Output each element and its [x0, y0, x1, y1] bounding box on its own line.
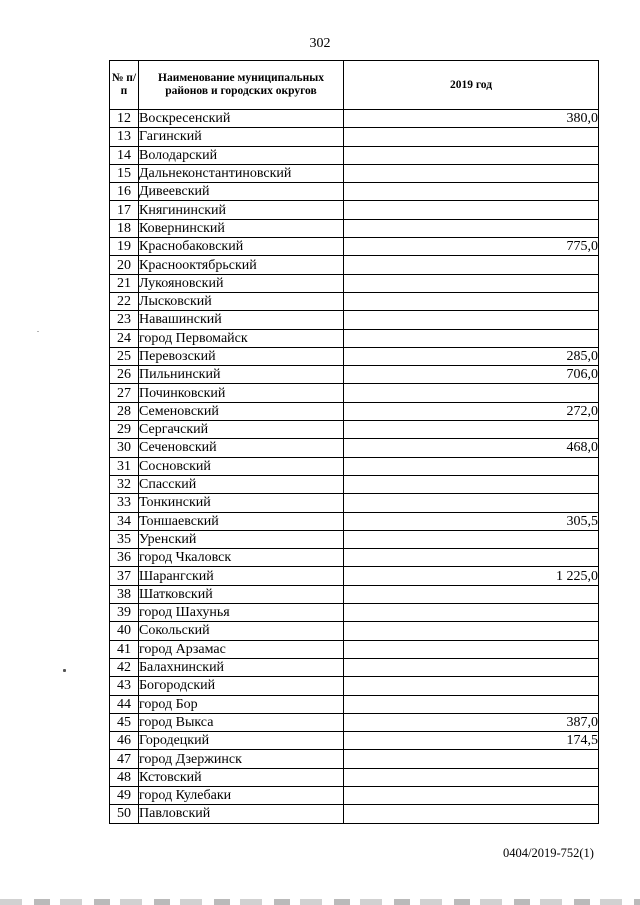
table-row: [110, 604, 599, 622]
row-value: 174,5: [344, 732, 599, 750]
row-name: Уренский: [139, 530, 344, 548]
row-value: [344, 421, 599, 439]
row-value: [344, 805, 599, 823]
row-value: [344, 622, 599, 640]
row-name: Кстовский: [139, 768, 344, 786]
row-number: 39: [110, 604, 139, 622]
row-value: [344, 384, 599, 402]
table-body: [110, 110, 599, 824]
row-number: 36: [110, 549, 139, 567]
row-value: [344, 786, 599, 804]
row-name: Воскресенский: [139, 110, 344, 128]
row-name: Балахнинский: [139, 658, 344, 676]
row-number: 23: [110, 311, 139, 329]
row-value: [344, 677, 599, 695]
row-value: [344, 256, 599, 274]
table-row: [110, 512, 599, 530]
row-number: 42: [110, 658, 139, 676]
table-row: [110, 713, 599, 731]
row-name: Семеновский: [139, 402, 344, 420]
row-name: город Арзамас: [139, 640, 344, 658]
row-number: 22: [110, 292, 139, 310]
row-number: 49: [110, 786, 139, 804]
row-number: 28: [110, 402, 139, 420]
row-number: 12: [110, 110, 139, 128]
row-value: [344, 128, 599, 146]
row-number: 25: [110, 347, 139, 365]
row-number: 26: [110, 366, 139, 384]
row-number: 24: [110, 329, 139, 347]
row-name: Тонкинский: [139, 494, 344, 512]
row-number: 31: [110, 457, 139, 475]
row-value: [344, 311, 599, 329]
row-number: 15: [110, 164, 139, 182]
row-value: [344, 640, 599, 658]
row-number: 16: [110, 183, 139, 201]
row-name: Лысковский: [139, 292, 344, 310]
row-value: 380,0: [344, 110, 599, 128]
row-value: [344, 549, 599, 567]
row-number: 14: [110, 146, 139, 164]
row-name: Павловский: [139, 805, 344, 823]
row-value: 305,5: [344, 512, 599, 530]
table-row: [110, 384, 599, 402]
row-value: [344, 768, 599, 786]
row-value: [344, 530, 599, 548]
row-name: Починковский: [139, 384, 344, 402]
row-name: Краснобаковский: [139, 238, 344, 256]
row-name: город Первомайск: [139, 329, 344, 347]
table-row: [110, 292, 599, 310]
row-value: [344, 219, 599, 237]
header-num: № п/п: [110, 61, 139, 110]
table-row: [110, 366, 599, 384]
row-name: Тоншаевский: [139, 512, 344, 530]
row-value: [344, 695, 599, 713]
row-name: Краснооктябрьский: [139, 256, 344, 274]
row-value: [344, 457, 599, 475]
row-number: 27: [110, 384, 139, 402]
table-row: [110, 402, 599, 420]
row-name: Шатковский: [139, 585, 344, 603]
row-number: 20: [110, 256, 139, 274]
row-value: [344, 201, 599, 219]
scan-speck: [63, 669, 66, 672]
row-value: 468,0: [344, 439, 599, 457]
row-value: [344, 274, 599, 292]
row-number: 44: [110, 695, 139, 713]
row-name: Володарский: [139, 146, 344, 164]
table-row: [110, 658, 599, 676]
row-value: 272,0: [344, 402, 599, 420]
row-value: 387,0: [344, 713, 599, 731]
row-value: 706,0: [344, 366, 599, 384]
row-number: 38: [110, 585, 139, 603]
table-row: [110, 530, 599, 548]
table-row: [110, 494, 599, 512]
row-name: Спасский: [139, 475, 344, 493]
row-name: Ковернинский: [139, 219, 344, 237]
row-name: Сокольский: [139, 622, 344, 640]
row-value: [344, 292, 599, 310]
row-value: [344, 164, 599, 182]
scan-edge-artifact: [0, 899, 640, 905]
row-number: 46: [110, 732, 139, 750]
table-row: [110, 567, 599, 585]
row-number: 29: [110, 421, 139, 439]
row-name: Пильнинский: [139, 366, 344, 384]
table-row: [110, 219, 599, 237]
header-name: Наименование муниципальных районов и городских округов: [139, 61, 344, 110]
row-number: 17: [110, 201, 139, 219]
row-number: 13: [110, 128, 139, 146]
table-row: [110, 805, 599, 823]
table-row: [110, 421, 599, 439]
row-value: [344, 750, 599, 768]
row-name: Гагинский: [139, 128, 344, 146]
table-row: [110, 238, 599, 256]
table-row: [110, 128, 599, 146]
row-name: город Дзержинск: [139, 750, 344, 768]
table-row: [110, 256, 599, 274]
row-value: [344, 183, 599, 201]
table-row: [110, 439, 599, 457]
row-number: 45: [110, 713, 139, 731]
row-name: Городецкий: [139, 732, 344, 750]
scan-speck: [37, 331, 39, 332]
table-row: [110, 146, 599, 164]
row-name: Сеченовский: [139, 439, 344, 457]
row-name: город Выкса: [139, 713, 344, 731]
row-value: [344, 604, 599, 622]
table-row: [110, 677, 599, 695]
row-name: Перевозский: [139, 347, 344, 365]
row-value: [344, 475, 599, 493]
row-name: Сосновский: [139, 457, 344, 475]
document-code: 0404/2019-752(1): [503, 846, 594, 860]
row-number: 19: [110, 238, 139, 256]
table-row: [110, 475, 599, 493]
municipal-table: [109, 60, 599, 824]
row-number: 43: [110, 677, 139, 695]
row-name: Навашинский: [139, 311, 344, 329]
row-number: 40: [110, 622, 139, 640]
row-number: 50: [110, 805, 139, 823]
row-number: 21: [110, 274, 139, 292]
table-row: [110, 311, 599, 329]
row-value: [344, 329, 599, 347]
row-name: город Бор: [139, 695, 344, 713]
row-number: 34: [110, 512, 139, 530]
row-value: [344, 146, 599, 164]
row-name: город Чкаловск: [139, 549, 344, 567]
row-number: 35: [110, 530, 139, 548]
row-number: 41: [110, 640, 139, 658]
row-value: [344, 494, 599, 512]
table-row: [110, 457, 599, 475]
row-value: [344, 585, 599, 603]
row-value: [344, 658, 599, 676]
row-name: Лукояновский: [139, 274, 344, 292]
table-row: [110, 183, 599, 201]
row-name: Княгининский: [139, 201, 344, 219]
table-row: [110, 695, 599, 713]
row-number: 32: [110, 475, 139, 493]
table-row: [110, 549, 599, 567]
table-row: [110, 732, 599, 750]
table-row: [110, 786, 599, 804]
row-number: 47: [110, 750, 139, 768]
page-number: 302: [309, 36, 331, 51]
row-name: Шарангский: [139, 567, 344, 585]
table-row: [110, 750, 599, 768]
row-name: Дивеевский: [139, 183, 344, 201]
table-row: [110, 274, 599, 292]
row-number: 33: [110, 494, 139, 512]
row-value: 775,0: [344, 238, 599, 256]
row-name: Дальнеконстантиновский: [139, 164, 344, 182]
row-number: 37: [110, 567, 139, 585]
header-year: 2019 год: [344, 61, 599, 110]
table-row: [110, 622, 599, 640]
row-number: 30: [110, 439, 139, 457]
row-value: 1 225,0: [344, 567, 599, 585]
row-name: город Кулебаки: [139, 786, 344, 804]
table-row: [110, 201, 599, 219]
table-row: [110, 640, 599, 658]
table-header-row: [110, 61, 599, 110]
row-value: 285,0: [344, 347, 599, 365]
table-row: [110, 347, 599, 365]
table-row: [110, 164, 599, 182]
row-name: город Шахунья: [139, 604, 344, 622]
table-row: [110, 585, 599, 603]
row-name: Богородский: [139, 677, 344, 695]
row-number: 18: [110, 219, 139, 237]
table-row: [110, 768, 599, 786]
row-name: Сергачский: [139, 421, 344, 439]
table-row: [110, 329, 599, 347]
table-row: [110, 110, 599, 128]
row-number: 48: [110, 768, 139, 786]
